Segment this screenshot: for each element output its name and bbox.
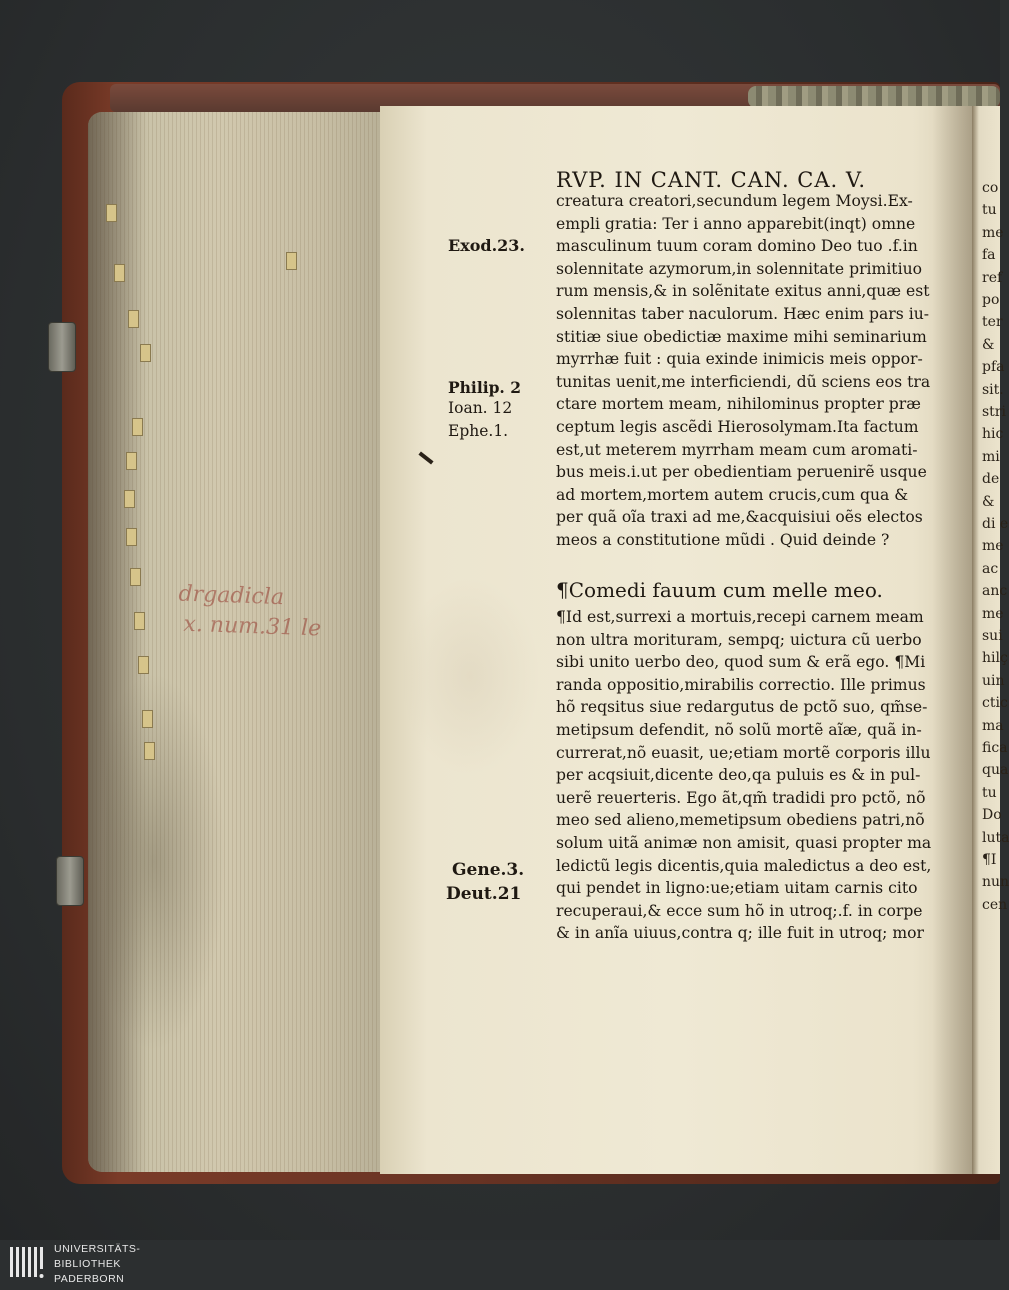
headband — [748, 86, 1000, 108]
page-tab — [114, 264, 125, 282]
body-text-line: meo sed alieno,memetipsum obediens patri,nõ — [556, 811, 925, 830]
right-page-fragment: fa — [982, 247, 996, 264]
body-text-line: stitiæ siue obedictiæ maxime mihi seminarium — [556, 327, 927, 346]
right-page-fragment: mi — [982, 448, 1000, 465]
body-text-line: per acqsiuit,dicente deo,qa puluis es & in pul- — [556, 766, 921, 785]
margin-note-philip: Philip. 2 — [448, 378, 522, 397]
page-tab — [140, 344, 151, 362]
body-text-line: ¶Id est,surrexi a mortuis,recepi carnem meam — [556, 608, 924, 626]
right-page-fragment: ¶I — [982, 852, 997, 868]
page-tab — [106, 204, 117, 222]
page-tab — [138, 656, 149, 674]
page-tab — [144, 742, 155, 760]
right-page-fragment: sui — [982, 628, 1003, 644]
library-logo-icon — [8, 1243, 46, 1287]
page-tab — [142, 710, 153, 728]
right-page-fragment: ac — [982, 560, 999, 577]
page-tab — [128, 310, 139, 328]
right-page-fragment: di e — [982, 516, 1009, 532]
page-gutter-shadow — [932, 106, 972, 1174]
body-text-line: sibi unito uerbo deo, quod sum & erã ego. ¶Mi — [556, 653, 926, 672]
right-page-fragment: luta — [982, 829, 1009, 846]
margin-note-exod: Exod.23. — [448, 236, 525, 255]
right-page-fragment: me — [982, 224, 1004, 241]
body-text-line: recuperaui,& ecce sum hõ in utroq;.f. in corpe — [556, 901, 923, 920]
page-tab — [124, 490, 135, 508]
margin-note-ephe: Ephe.1. — [448, 422, 509, 440]
margin-note-ioan: Ioan. 12 — [448, 399, 513, 417]
body-text-line: ctare mortem meam, nihilominus propter præ — [556, 395, 921, 414]
right-page-fragment: ma — [982, 717, 1004, 734]
right-page-fragment: po — [982, 292, 1000, 308]
running-head: RVP. IN CANT. CAN. CA. V. — [556, 168, 867, 192]
body-text-line: meos a constitutione mũdi . Quid deinde ? — [556, 531, 890, 549]
body-text-line: currerat,nõ euasit, ue;etiam mortẽ corporis illu — [556, 743, 931, 762]
body-text-line: est,ut meterem myrrham meam cum aromati- — [556, 440, 918, 459]
page-tab — [130, 568, 141, 586]
right-page-fragment: qua — [982, 762, 1009, 779]
page-tab — [126, 528, 137, 546]
body-text-line: rum mensis,& in solẽnitate exitus anni,quæ est — [556, 282, 930, 301]
body-text-line: solennitas taber naculorum. Hæc enim pars iu- — [556, 305, 930, 323]
fore-edge-stain — [106, 672, 226, 1052]
right-page-fragment: ref — [982, 269, 1003, 286]
fore-edge-inscription-line: drgadicla — [178, 581, 285, 611]
body-text-line: non ultra morituram, sempq; uictura cũ uerbo — [556, 630, 922, 649]
fore-edge-inscription — [177, 580, 323, 645]
right-page-fragment: tu — [982, 202, 997, 219]
rubric-heading: ¶Comedi fauum cum melle meo. — [556, 578, 883, 602]
right-page-fragment: ter — [982, 314, 1003, 331]
margin-note-deut: Deut.21 — [446, 884, 522, 904]
body-text-line: qui pendet in ligno:ue;etiam uitam carnis cito — [556, 879, 918, 898]
library-name-line: BIBLIOTHEK — [54, 1258, 121, 1270]
footer-bar — [0, 1240, 1000, 1290]
page-foxing — [400, 576, 540, 776]
library-name-line: UNIVERSITÄTS- — [54, 1243, 141, 1255]
page-tab — [134, 612, 145, 630]
right-page-fragment: tu — [982, 784, 997, 801]
right-page-fragment: nun — [982, 874, 1009, 891]
right-page-fragment: de — [982, 471, 1000, 488]
body-text-line: masculinum tuum coram domino Deo tuo .f.in — [556, 237, 918, 256]
right-page-fragment: & — [982, 493, 995, 510]
page-tab — [286, 252, 297, 270]
clasp-lower — [56, 856, 84, 906]
right-page-fragment: me — [982, 538, 1004, 555]
library-name-line: PADERBORN — [54, 1273, 125, 1285]
page-block-fore-edge — [88, 112, 380, 1172]
page-tab — [132, 418, 143, 436]
right-page-fragment: ctic — [982, 695, 1008, 712]
body-text-line: myrrhæ fuit : quia exinde inimicis meis oppor- — [556, 350, 923, 369]
right-page-fragment: stri — [982, 404, 1006, 420]
body-text-line: solennitate azymorum,in solennitate primitiuo — [556, 259, 922, 278]
right-page-fragment: me — [982, 605, 1004, 622]
body-text-line: randa oppositio,mirabilis correctio. Ille primus — [556, 675, 926, 694]
body-text-line: ceptum legis ascẽdi Hierosolymam.Ita factum — [556, 418, 919, 436]
right-page-fragment: hic — [982, 426, 1004, 443]
body-text-line: tunitas uenit,me interficiendi, dũ sciens eos tra — [556, 372, 931, 391]
body-text-line: bus meis.i.ut per obedientiam peruenirẽ usque — [556, 463, 927, 482]
body-text-line: ad mortem,mortem autem crucis,cum qua & — [556, 485, 909, 504]
body-text-line: creatura creatori,secundum legem Moysi.Ex- — [556, 192, 913, 210]
right-page-fragment: Do — [982, 807, 1002, 824]
clasp-upper — [48, 322, 76, 372]
right-page-fragment: pfa — [982, 359, 1005, 376]
body-text-line: & in anĩa uiuus,contra q; ille fuit in utroq; mor — [556, 924, 924, 943]
body-text-line: hõ reqsitus siue redargutus de pctõ suo, qm̃se- — [556, 698, 928, 717]
body-text-line: empli gratia: Ter i anno apparebit(inqt) omne — [556, 214, 916, 233]
body-text-line: per quã oĩa traxi ad me,&acquisiui oẽs electos — [556, 508, 923, 527]
margin-note-gene: Gene.3. — [452, 860, 525, 880]
right-page-fragment: fica — [982, 740, 1008, 756]
right-page-fragment: anc — [982, 583, 1008, 600]
right-page-fragment: & — [982, 336, 995, 353]
right-page-fragment: co — [982, 180, 999, 196]
right-page-fragment: sit. — [982, 381, 1004, 398]
page-tab — [126, 452, 137, 470]
right-page-fragment: cen — [982, 896, 1008, 913]
body-text-line: ledictũ legis dicentis,quia maledictus a deo est, — [556, 856, 932, 875]
body-text-line: solum uitã animæ non amisit, quasi propter ma — [556, 834, 932, 852]
body-text-line: uerẽ reuerteris. Ego ãt,qm̃ tradidi pro pctõ, nõ — [556, 788, 926, 807]
fore-edge-inscription-line: x. num.31 le — [183, 611, 322, 642]
right-page-fragment: uin — [982, 672, 1005, 689]
body-text-line: metipsum defendit, nõ solũ mortẽ aĩæ, quã in- — [556, 721, 922, 739]
right-page-fragment: hilç — [982, 650, 1008, 667]
